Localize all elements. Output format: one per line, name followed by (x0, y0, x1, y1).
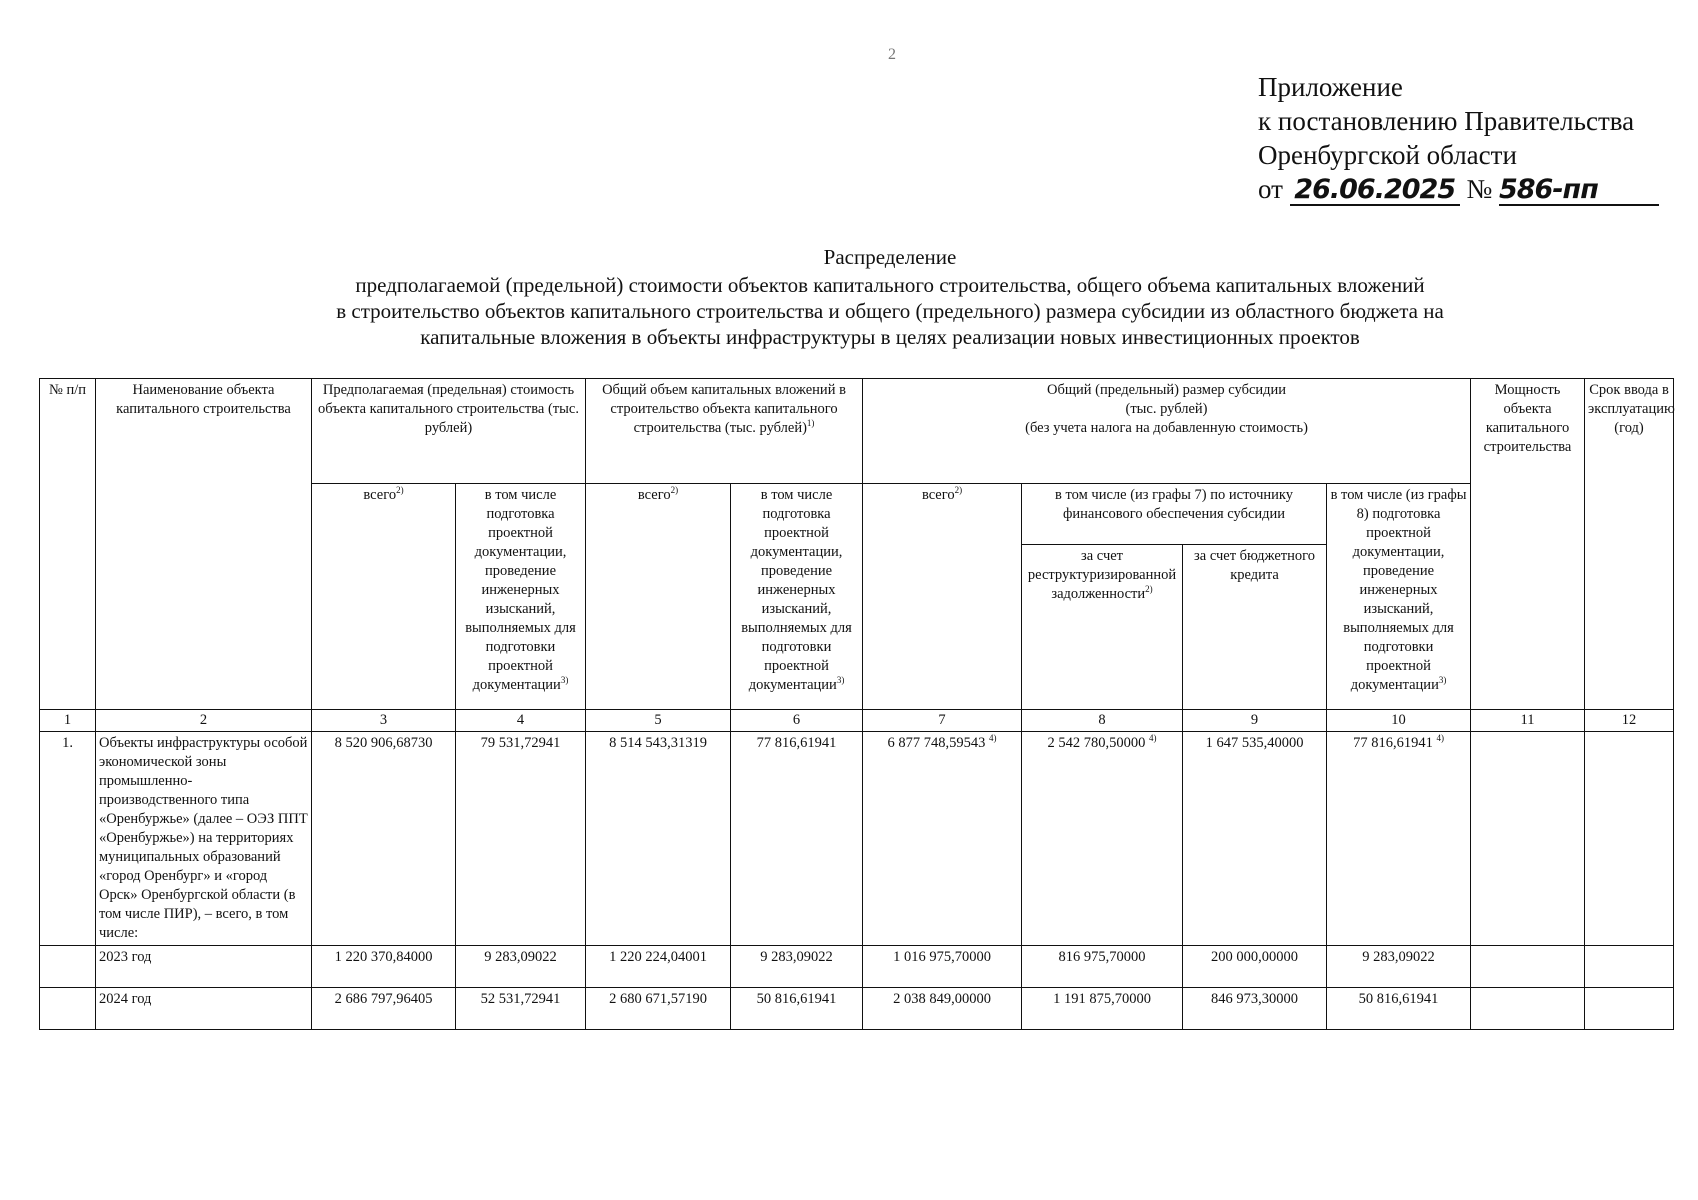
header-incl-source: в том числе (из графы 7) по источнику финансового обеспечения субсидии (1022, 484, 1327, 545)
cell-c11 (1471, 946, 1585, 988)
page-number: 2 (888, 46, 896, 63)
header-total-label: всего (637, 487, 671, 503)
cell-c7: 1 016 975,70000 (863, 946, 1022, 988)
footnote-mark: 3) (836, 675, 845, 686)
table-row (40, 946, 1674, 988)
cell-c12 (1585, 988, 1674, 1030)
column-number: 11 (1471, 710, 1585, 732)
title-line-4: капитальные вложения в объекты инфраструктуры в целях реализации новых инвестиционных проектов (420, 325, 1360, 349)
header-c9-budget-credit: за счет бюджетного кредита (1183, 545, 1327, 710)
table-row (40, 988, 1674, 1030)
table-row (40, 732, 1674, 946)
footnote-mark: 3) (560, 675, 569, 686)
cell-value: 2 542 780,50000 (1047, 735, 1146, 751)
appendix-title: Приложение (1258, 72, 1403, 102)
header-total-label: всего (921, 487, 955, 503)
footnote-mark: 4) (1436, 733, 1444, 744)
appendix-region: Оренбургской области (1258, 140, 1517, 170)
footnote-mark: 2) (954, 485, 963, 496)
appendix-resolution: к постановлению Правительства (1258, 106, 1635, 136)
cell-c8: 1 191 875,70000 (1022, 988, 1183, 1030)
header-total-label: всего (363, 487, 397, 503)
column-number: 10 (1327, 710, 1471, 732)
document-title (200, 244, 1580, 350)
column-number: 6 (731, 710, 863, 732)
cell-c6: 9 283,09022 (731, 946, 863, 988)
column-number: 7 (863, 710, 1022, 732)
header-restructured-label: за счет реструктуризированной задолженности (1027, 548, 1177, 602)
cell-c12 (1585, 732, 1674, 946)
cell-name: Объекты инфраструктуры особой экономической зоны промышленно-производственного типа «Оренбуржье» (далее – ОЭЗ ППТ «Оренбуржье») на территориях муниципальных образований «город Оренбург» и «город Орск» Оренбургской области (в том числе ПИР), – всего, в том числе: (96, 732, 312, 946)
footnote-mark: 1) (806, 418, 815, 429)
cell-c3: 8 520 906,68730 (312, 732, 456, 946)
column-number: 8 (1022, 710, 1183, 732)
appendix-block (1258, 70, 1659, 206)
cell-c5: 2 680 671,57190 (586, 988, 731, 1030)
header-cost: Предполагаемая (предельная) стоимость объекта капитального строительства (тыс. рублей) (312, 379, 586, 484)
header-invest (586, 379, 863, 484)
cell-c7 (863, 732, 1022, 946)
footnote-mark: 2) (670, 485, 679, 496)
cell-name: 2024 год (96, 988, 312, 1030)
header-c6-pir (731, 484, 863, 710)
cell-c6: 77 816,61941 (731, 732, 863, 946)
title-line-2: предполагаемой (предельной) стоимости объектов капитального строительства, общего объема капитальных вложений (355, 273, 1425, 297)
date-prefix: от (1258, 174, 1283, 204)
handwritten-date: 26.06.2025 (1290, 176, 1460, 206)
header-invest-unit: (тыс. рублей) (724, 420, 807, 436)
cell-c3: 2 686 797,96405 (312, 988, 456, 1030)
header-name: Наименование объекта капитального строительства (96, 379, 312, 710)
cell-c9: 846 973,30000 (1183, 988, 1327, 1030)
header-subsidy-line-3: (без учета налога на добавленную стоимость) (1025, 420, 1308, 436)
header-pir-label: в том числе подготовка проектной документации, проведение инженерных изысканий, выполняемых для подготовки проектной документации (741, 487, 852, 693)
cell-c6: 50 816,61941 (731, 988, 863, 1030)
cell-num (40, 988, 96, 1030)
column-number: 12 (1585, 710, 1674, 732)
header-power: Мощность объекта капитального строительства (1471, 379, 1585, 710)
column-number: 4 (456, 710, 586, 732)
footnote-mark: 4) (1149, 733, 1157, 744)
header-row-1 (40, 379, 1674, 484)
handwritten-number: 586-пп (1499, 176, 1659, 206)
header-subsidy-line-2: (тыс. рублей) (1125, 401, 1208, 417)
footnote-mark: 2) (396, 485, 404, 496)
cell-num (40, 946, 96, 988)
cell-c8: 816 975,70000 (1022, 946, 1183, 988)
distribution-table (39, 378, 1674, 1030)
column-number: 2 (96, 710, 312, 732)
column-number: 5 (586, 710, 731, 732)
cell-c11 (1471, 988, 1585, 1030)
cell-num: 1. (40, 732, 96, 946)
header-c3-total (312, 484, 456, 710)
appendix-date-line (1258, 172, 1659, 206)
column-number: 9 (1183, 710, 1327, 732)
cell-c4: 79 531,72941 (456, 732, 586, 946)
cell-name: 2023 год (96, 946, 312, 988)
column-number: 3 (312, 710, 456, 732)
cell-c10 (1327, 732, 1471, 946)
cell-c4: 52 531,72941 (456, 988, 586, 1030)
cell-c5: 1 220 224,04001 (586, 946, 731, 988)
header-pir-label: в том числе подготовка проектной документации, проведение инженерных изысканий, выполняемых для подготовки проектной документации (465, 487, 576, 693)
header-c10-pir (1327, 484, 1471, 710)
title-line-3: в строительство объектов капитального строительства и общего (предельного) размера субсидии из областного бюджета на (336, 299, 1444, 323)
column-numbers-row (40, 710, 1674, 732)
cell-c10: 9 283,09022 (1327, 946, 1471, 988)
cell-value: 6 877 748,59543 (887, 735, 986, 751)
header-invest-text: Общий объем капитальных вложений в строительство объекта капитального строительства (602, 382, 846, 436)
cell-c11 (1471, 732, 1585, 946)
footnote-mark: 3) (1438, 675, 1447, 686)
footnote-mark: 2) (1145, 584, 1153, 595)
header-col8-label: в том числе (из графы 8) подготовка проектной документации, проведение инженерных изысканий, выполняемых для подготовки проектной документации (1330, 487, 1467, 693)
number-sign: № (1466, 174, 1493, 204)
cell-c9: 200 000,00000 (1183, 946, 1327, 988)
cell-c5: 8 514 543,31319 (586, 732, 731, 946)
footnote-mark: 4) (989, 733, 997, 744)
header-term: Срок ввода в эксплуатацию (год) (1585, 379, 1674, 710)
header-c4-pir (456, 484, 586, 710)
cell-c7: 2 038 849,00000 (863, 988, 1022, 1030)
cell-c3: 1 220 370,84000 (312, 946, 456, 988)
header-subsidy (863, 379, 1471, 484)
column-number: 1 (40, 710, 96, 732)
cell-value: 77 816,61941 (1353, 735, 1433, 751)
header-subsidy-line-1: Общий (предельный) размер субсидии (1046, 382, 1287, 398)
title-line-1: Распределение (823, 245, 957, 269)
cell-c12 (1585, 946, 1674, 988)
header-c5-total (586, 484, 731, 710)
header-c7-total (863, 484, 1022, 710)
cell-c4: 9 283,09022 (456, 946, 586, 988)
cell-c10: 50 816,61941 (1327, 988, 1471, 1030)
cell-c8 (1022, 732, 1183, 946)
cell-c9: 1 647 535,40000 (1183, 732, 1327, 946)
header-num: № п/п (40, 379, 96, 710)
header-c8-restructured (1022, 545, 1183, 710)
